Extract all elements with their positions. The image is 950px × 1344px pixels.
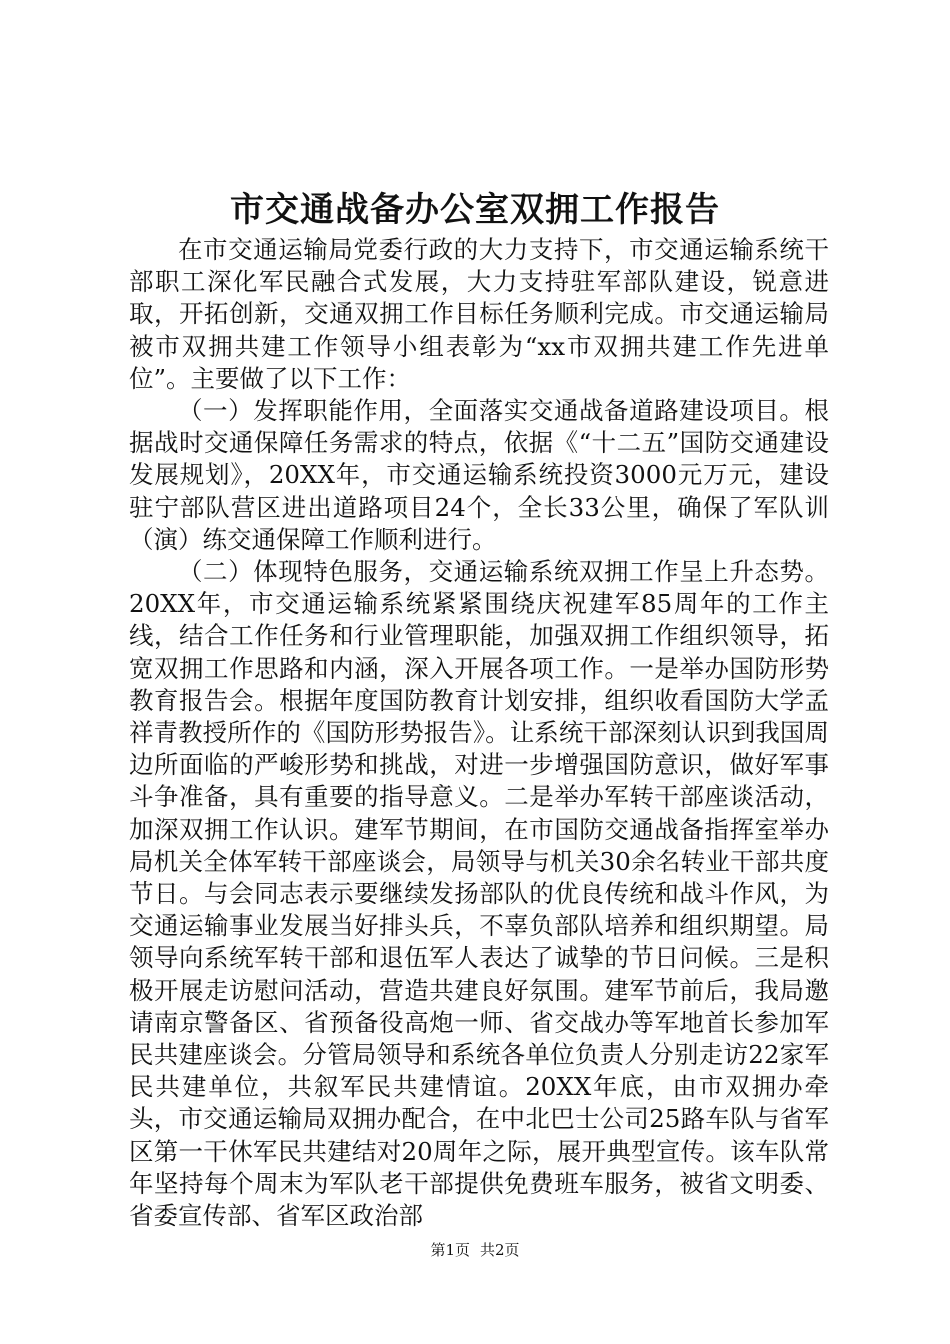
document-body <box>129 234 829 1232</box>
page-total: 共2页 <box>480 1241 520 1259</box>
page-number: 第1页 <box>430 1241 470 1259</box>
document-title: 市交通战备办公室双拥工作报告 <box>230 190 720 230</box>
page-footer <box>0 1240 950 1260</box>
paragraph-intro: 在市交通运输局党委行政的大力支持下，市交通运输系统干部职工深化军民融合式发展，大力支持驻军部队建设，锐意进取，开拓创新，交通双拥工作目标任务顺利完成。市交通运输局被市双拥共建工作领导小组表彰为“xx市双拥共建工作先进单位”。主要做了以下工作： <box>129 235 829 393</box>
paragraph-section-2: （二）体现特色服务，交通运输系统双拥工作呈上升态势。20XX年，市交通运输系统紧紧围绕庆祝建军85周年的工作主线，结合工作任务和行业管理职能，加强双拥工作组织领导，拓宽双拥工作思路和内涵，深入开展各项工作。一是举办国防形势教育报告会。根据年度国防教育计划安排，组织收看国防大学孟祥青教授所作的《国防形势报告》。让系统干部深刻认识到我国周边所面临的严峻形势和挑战，对进一步增强国防意识，做好军事斗争准备，具有重要的指导意义。二是举办军转干部座谈活动，加深双拥工作认识。建军节期间，在市国防交通战备指挥室举办局机关全体军转干部座谈会，局领导与机关30余名转业干部共度节日。与会同志表示要继续发扬部队的优良传统和战斗作风，为交通运输事业发展当好排头兵，不辜负部队培养和组织期望。局领导向系统军转干部和退伍军人表达了诚挚的节日问候。三是积极开展走访慰问活动，营造共建良好氛围。建军节前后，我局邀请南京警备区、省预备役高炮一师、省交战办等军地首长参加军民共建座谈会。分管局领导和系统各单位负责人分别走访22家军民共建单位，共叙军民共建情谊。20XX年底，由市双拥办牵头，市交通运输局双拥办配合，在中北巴士公司25路车队与省军区第一干休军民共建结对20周年之际，展开典型宣传。该车队常年坚持每个周末为军队老干部提供免费班车服务，被省文明委、省委宣传部、省军区政治部 <box>129 557 829 1231</box>
paragraph-section-1: （一）发挥职能作用，全面落实交通战备道路建设项目。根据战时交通保障任务需求的特点，依据《“十二五”国防交通建设发展规划》，20XX年，市交通运输系统投资3000元万元，建设驻宁部队营区进出道路项目24个，全长33公里，确保了军队训（演）练交通保障工作顺利进行。 <box>129 396 829 554</box>
